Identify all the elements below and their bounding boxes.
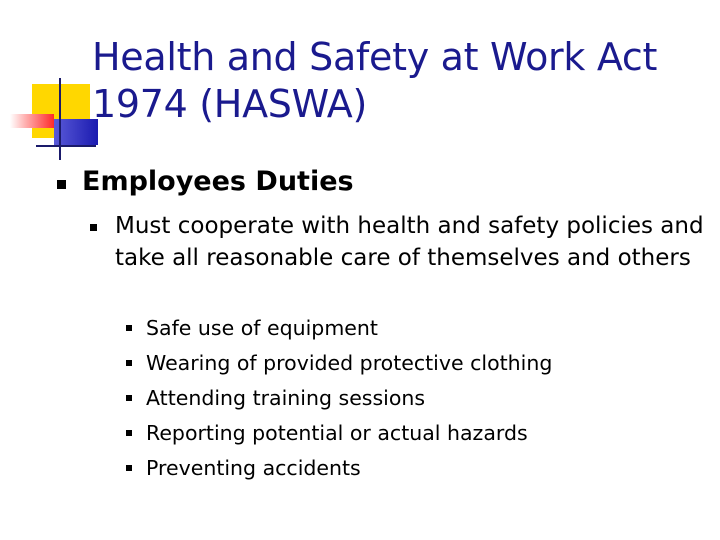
decor-red-bar bbox=[10, 114, 54, 128]
sub-point: Preventing accidents bbox=[146, 456, 361, 480]
decor-horizontal-line bbox=[36, 145, 96, 147]
bullet-square-icon bbox=[126, 395, 132, 401]
section-heading: Employees Duties bbox=[82, 166, 354, 197]
bullet-square-icon bbox=[126, 465, 132, 471]
bullet-square-icon bbox=[57, 180, 66, 189]
sub-point: Wearing of provided protective clothing bbox=[146, 351, 553, 375]
main-point: Must cooperate with health and safety policies and take all reasonable care of themselves and others bbox=[115, 213, 704, 271]
slide-title: Health and Safety at Work Act 1974 (HASWA) bbox=[92, 35, 658, 126]
sub-point: Reporting potential or actual hazards bbox=[146, 421, 528, 445]
bullet-square-icon bbox=[126, 360, 132, 366]
bullet-square-icon bbox=[90, 224, 97, 231]
decor-vertical-line bbox=[59, 78, 61, 160]
bullet-square-icon bbox=[126, 325, 132, 331]
sub-point: Attending training sessions bbox=[146, 386, 426, 410]
sub-point: Safe use of equipment bbox=[146, 316, 378, 340]
bullet-square-icon bbox=[126, 430, 132, 436]
